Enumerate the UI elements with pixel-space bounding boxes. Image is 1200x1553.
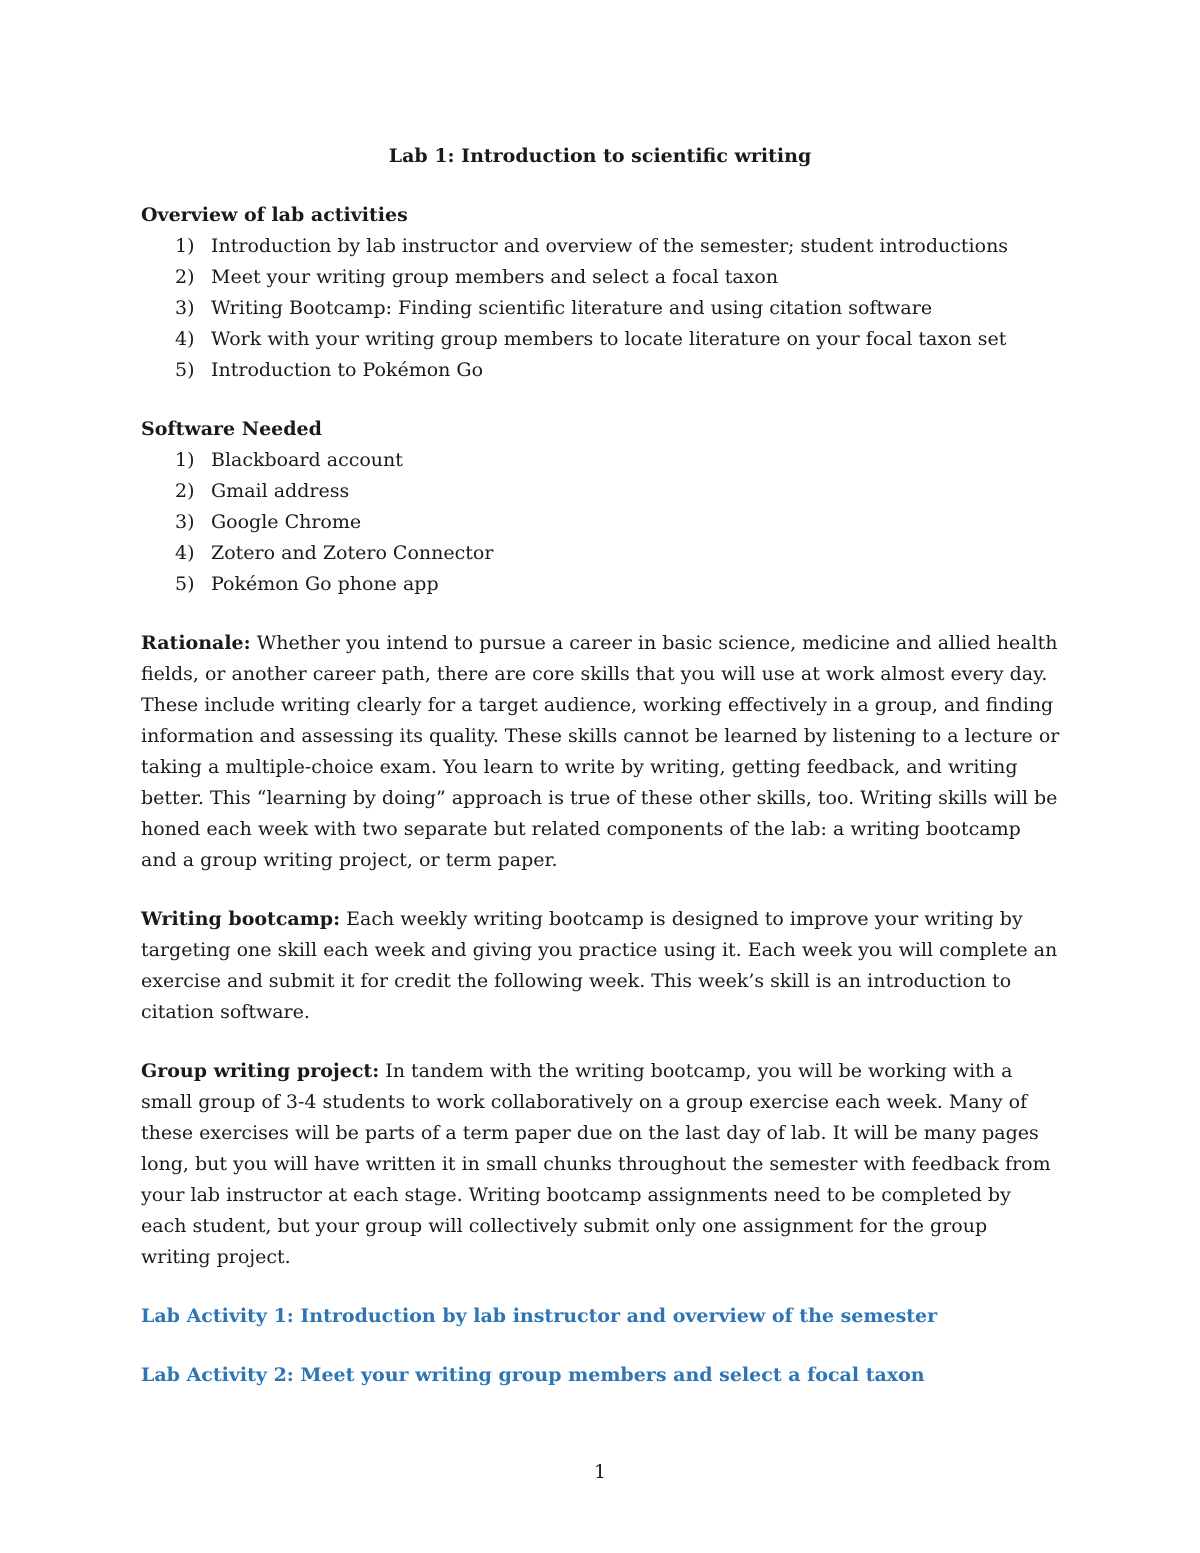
list-number: 3): [175, 511, 195, 533]
overview-heading: Overview of lab activities: [141, 204, 408, 226]
list-item-text: Introduction by lab instructor and overview of the semester; student introductions: [211, 235, 1009, 257]
rationale-paragraph: [141, 628, 1061, 876]
bootcamp-label: Writing bootcamp:: [141, 908, 341, 930]
list-item-text: Work with your writing group members to locate literature on your focal taxon set: [211, 328, 1007, 350]
list-number: 5): [175, 359, 195, 381]
rationale-label: Rationale:: [141, 632, 251, 654]
list-item: [141, 476, 1061, 507]
group-project-paragraph: [141, 1056, 1061, 1273]
software-list: [141, 445, 1061, 600]
document-title: Lab 1: Introduction to scientific writing: [388, 145, 812, 167]
list-item: [141, 569, 1061, 600]
list-number: 2): [175, 480, 195, 502]
list-item-text: Pokémon Go phone app: [211, 573, 439, 595]
list-item: [141, 445, 1061, 476]
list-item-text: Blackboard account: [211, 449, 403, 471]
list-number: 4): [175, 328, 195, 350]
software-heading: Software Needed: [141, 418, 322, 440]
list-number: 3): [175, 297, 195, 319]
lab-activity-2-heading: Lab Activity 2: Meet your writing group members and select a focal taxon: [141, 1364, 925, 1386]
rationale-text: Whether you intend to pursue a career in basic science, medicine and allied health fields, or another career path, there are core skills that you will use at work almost every day. These include writing clearly for a target audience, working effectively in a group, and finding information and assessing its quality. These skills cannot be learned by listening to a lecture or taking a multiple-choice exam. You learn to write by writing, getting feedback, and writing better. This “learning by doing” approach is true of these other skills, too. Writing skills will be honed each week with two separate but related components of the lab: a writing bootcamp and a group writing project, or term paper.: [141, 632, 1060, 871]
list-item-text: Writing Bootcamp: Finding scientific literature and using citation software: [211, 297, 933, 319]
group-project-text: In tandem with the writing bootcamp, you will be working with a small group of 3-4 students to work collaboratively on a group exercise each week. Many of these exercises will be parts of a term paper due on the last day of lab. It will be many pages long, but you will have written it in small chunks throughout the semester with feedback from your lab instructor at each stage. Writing bootcamp assignments need to be completed by each student, but your group will collectively submit only one assignment for the group writing project.: [141, 1060, 1051, 1268]
list-item: [141, 293, 1061, 324]
page-number: 1: [593, 1461, 607, 1483]
list-item-text: Meet your writing group members and select a focal taxon: [211, 266, 779, 288]
list-item-text: Gmail address: [211, 480, 350, 502]
list-item-text: Zotero and Zotero Connector: [211, 542, 494, 564]
list-item: [141, 262, 1061, 293]
list-number: 1): [175, 449, 195, 471]
lab-activity-1-heading: Lab Activity 1: Introduction by lab instructor and overview of the semester: [141, 1305, 938, 1327]
list-number: 2): [175, 266, 195, 288]
overview-list: [141, 231, 1061, 386]
bootcamp-paragraph: [141, 904, 1061, 1028]
list-number: 5): [175, 573, 195, 595]
list-item: [141, 324, 1061, 355]
bootcamp-text: Each weekly writing bootcamp is designed to improve your writing by targeting one skill each week and giving you practice using it. Each week you will complete an exercise and submit it for credit the following week. This week’s skill is an introduction to citation software.: [141, 908, 1058, 1023]
list-item: [141, 355, 1061, 386]
list-number: 1): [175, 235, 195, 257]
list-item: [141, 507, 1061, 538]
group-project-label: Group writing project:: [141, 1060, 380, 1082]
list-item: [141, 231, 1061, 262]
list-number: 4): [175, 542, 195, 564]
document-body: [141, 200, 1061, 1391]
list-item-text: Introduction to Pokémon Go: [211, 359, 484, 381]
list-item: [141, 538, 1061, 569]
list-item-text: Google Chrome: [211, 511, 362, 533]
